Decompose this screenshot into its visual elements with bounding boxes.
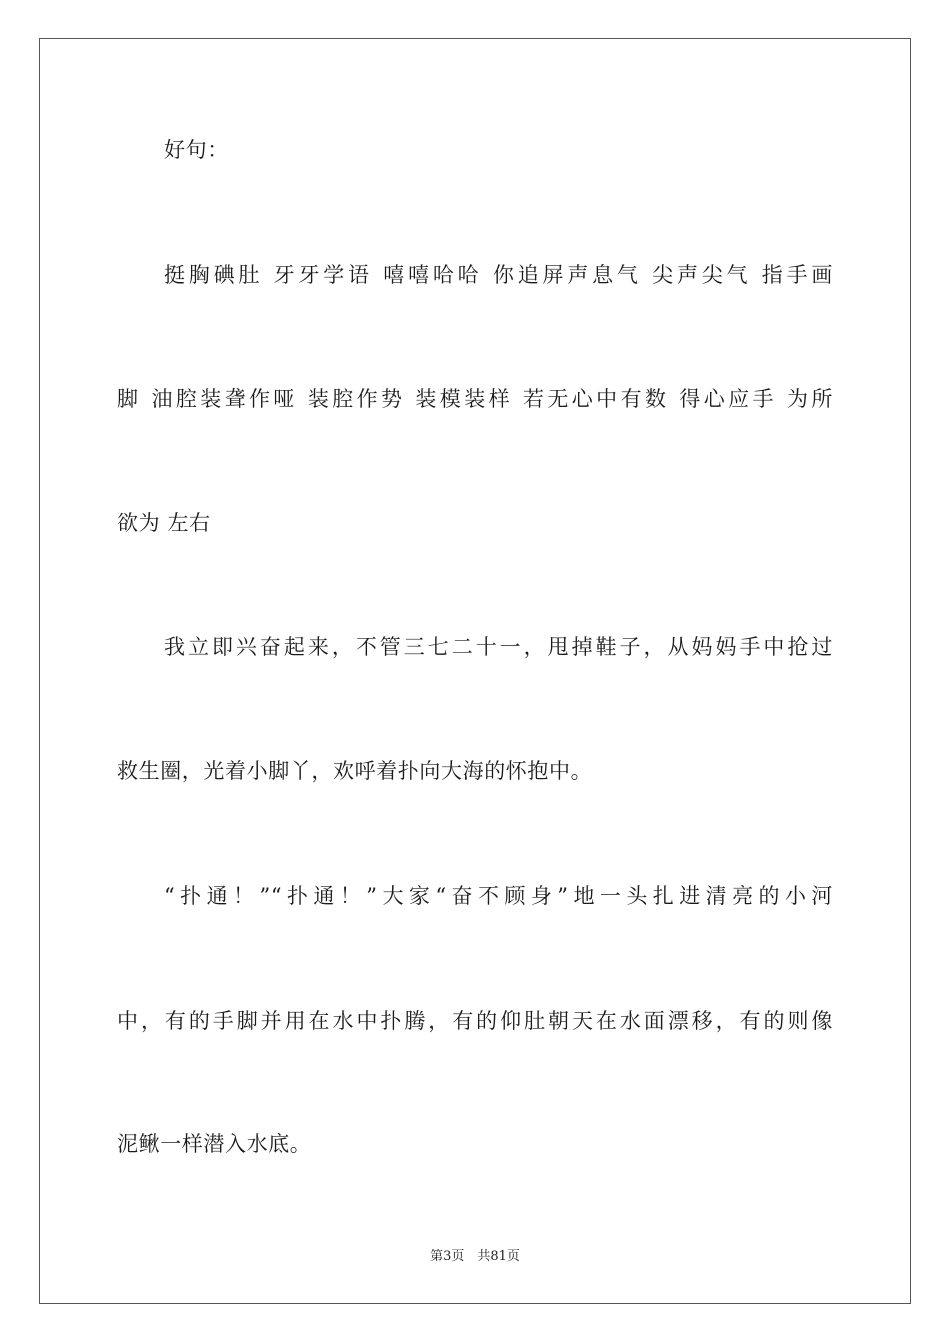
paragraph-line: 我立即兴奋起来，不管三七二十一，甩掉鞋子，从妈妈手中抢过 <box>164 635 833 659</box>
footer-mid: 页 共 <box>451 1249 491 1264</box>
paragraph-line: 泥鳅一样潜入水底。 <box>117 1132 312 1156</box>
footer-suffix: 页 <box>506 1249 520 1264</box>
footer-total-pages: 81 <box>490 1249 507 1264</box>
footer-prefix: 第 <box>430 1249 444 1264</box>
paragraph-line: “扑通！”“扑通！”大家“奋不顾身”地一头扎进清亮的小河 <box>164 884 833 908</box>
paragraph-line: 救生圈，光着小脚丫，欢呼着扑向大海的怀抱中。 <box>117 759 593 783</box>
paragraph-line: 挺胸碘肚 牙牙学语 嘻嘻哈哈 你追屏声息气 尖声尖气 指手画 <box>164 263 833 287</box>
paragraph-line: 中，有的手脚并用在水中扑腾，有的仰肚朝天在水面漂移，有的则像 <box>117 1009 833 1033</box>
paragraph-line: 脚 油腔装聋作哑 装腔作势 装模装样 若无心中有数 得心应手 为所 <box>117 387 833 411</box>
page-border <box>39 38 911 1304</box>
heading-good-sentences: 好句： <box>164 138 229 162</box>
footer-current-page: 3 <box>443 1249 452 1264</box>
paragraph-line: 欲为 左右 <box>117 511 211 535</box>
page-number-footer <box>0 1248 950 1266</box>
